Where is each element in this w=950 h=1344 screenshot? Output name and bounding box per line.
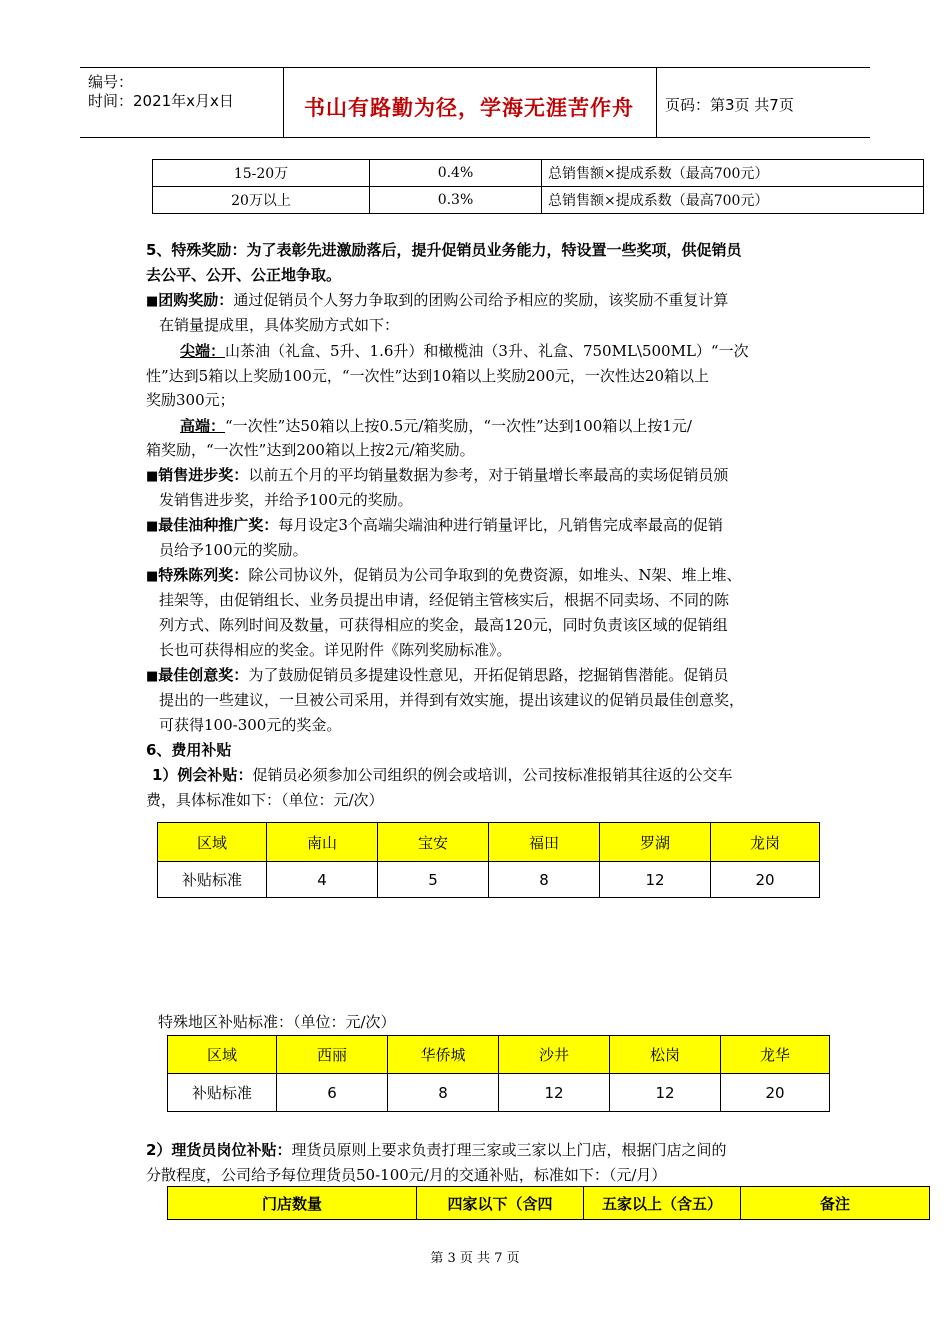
table-cell: 0.4%	[370, 160, 542, 187]
high-text: “一次性”达50箱以上按0.5元/箱奖励，“一次性”达到100箱以上按1元/	[225, 417, 692, 435]
creative-label: 最佳创意奖：	[158, 666, 249, 684]
oil-award	[146, 515, 723, 537]
table-cell: 福田	[489, 823, 600, 862]
table-cell: 总销售额×提成系数（最高700元）	[542, 187, 924, 214]
table-cell: 补贴标准	[168, 1074, 277, 1112]
bullet-icon: ■	[146, 569, 159, 584]
meeting-text-cont: 费，具体标准如下：（单位：元/次）	[146, 791, 384, 809]
display-award	[146, 565, 741, 587]
clerk-text: 理货员原则上要求负责打理三家或三家以上门店，根据门店之间的	[291, 1141, 727, 1159]
table-cell: 12	[610, 1074, 721, 1112]
table-cell: 5	[378, 862, 489, 898]
table-cell: 区域	[168, 1036, 277, 1074]
table-cell: 总销售额×提成系数（最高700元）	[542, 160, 924, 187]
bullet-icon: ■	[146, 669, 159, 684]
display-text-cont: 列方式、陈列时间及数量，可获得相应的奖金，最高120元，同时负责该区域的促销组	[159, 616, 728, 634]
page-header	[80, 67, 870, 138]
table-cell: 20	[711, 862, 820, 898]
table-cell: 20万以上	[153, 187, 370, 214]
oil-text: 每月设定3个高端尖端油种进行销量评比，凡销售完成率最高的促销	[278, 516, 723, 534]
table-row	[153, 187, 924, 214]
progress-award	[146, 465, 728, 487]
special-area-caption: 特殊地区补贴标准：（单位：元/次）	[158, 1013, 396, 1031]
table-header-row	[168, 1036, 830, 1074]
display-text: 除公司协议外，促销员为公司争取到的免费资源，如堆头、N架、堆上堆、	[248, 566, 742, 584]
table-cell: 区域	[158, 823, 267, 862]
bullet-icon: ■	[146, 519, 159, 534]
page-footer: 第 3 页 共 7 页	[430, 1251, 520, 1266]
table-cell: 西丽	[277, 1036, 388, 1074]
clerk-allowance-table	[167, 1186, 930, 1220]
table-cell: 12	[600, 862, 711, 898]
meeting-text: 促销员必须参加公司组织的例会或培训，公司按标准报销其往返的公交车	[252, 766, 733, 784]
progress-label: 销售进步奖：	[158, 466, 249, 484]
table-cell: 龙岗	[711, 823, 820, 862]
oil-label: 最佳油种推广奖：	[158, 516, 279, 534]
group-award-text-cont: 在销量提成里，具体奖励方式如下：	[159, 316, 400, 334]
creative-text-cont: 可获得100-300元的奖金。	[159, 716, 342, 734]
oil-text-cont: 员给予100元的奖励。	[159, 541, 308, 559]
tip-text: 山茶油（礼盒、5升、1.6升）和橄榄油（3升、礼盒、750ML\500ML）“一次	[225, 342, 749, 360]
meeting-allowance	[152, 765, 732, 785]
display-text-cont: 长也可获得相应的奖金。详见附件《陈列奖励标准》。	[159, 641, 512, 659]
table-cell: 0.3%	[370, 187, 542, 214]
table-cell: 6	[277, 1074, 388, 1112]
table-cell: 8	[489, 862, 600, 898]
special-area-table	[167, 1035, 830, 1112]
section5-title: 5、特殊奖励：为了表彰先进激励落后，提升促销员业务能力，特设置一些奖项，供促销员	[146, 241, 742, 259]
display-text-cont: 挂架等，由促销组长、业务员提出申请，经促销主管核实后，根据不同卖场、不同的陈	[159, 591, 730, 609]
table-cell: 8	[388, 1074, 499, 1112]
section6-title: 6、费用补贴	[146, 741, 232, 759]
table-row	[158, 862, 820, 898]
table-cell: 罗湖	[600, 823, 711, 862]
commission-table	[152, 159, 924, 214]
header-motto: 书山有路勤为径，学海无涯苦作舟	[304, 96, 634, 120]
group-award	[146, 290, 728, 312]
clerk-allowance	[146, 1140, 726, 1160]
group-award-label: 团购奖励：	[158, 291, 234, 309]
table-cell: 宝安	[378, 823, 489, 862]
group-award-text: 通过促销员个人努力争取到的团购公司给予相应的奖励，该奖励不重复计算	[233, 291, 729, 309]
tip-text-cont: 奖励300元；	[146, 391, 235, 409]
meeting-label: 1）例会补贴：	[152, 766, 253, 784]
progress-text-cont: 发销售进步奖，并给予100元的奖励。	[159, 491, 413, 509]
table-cell: 南山	[267, 823, 378, 862]
table-cell: 松岗	[610, 1036, 721, 1074]
clerk-text-cont: 分散程度，公司给予每位理货员50-100元/月的交通补贴，标准如下：（元/月）	[146, 1166, 667, 1184]
table-row	[153, 160, 924, 187]
header-divider	[283, 68, 284, 137]
bullet-icon: ■	[146, 469, 159, 484]
table-row	[168, 1074, 830, 1112]
table-cell: 四家以下（含四	[417, 1187, 584, 1220]
table-cell: 五家以上（含五）	[584, 1187, 741, 1220]
table-cell: 20	[721, 1074, 830, 1112]
doc-number: 编号：	[88, 73, 134, 91]
display-label: 特殊陈列奖：	[158, 566, 249, 584]
table-cell: 门店数量	[168, 1187, 417, 1220]
table-cell: 15-20万	[153, 160, 370, 187]
table-cell: 备注	[741, 1187, 930, 1220]
bullet-icon: ■	[146, 294, 159, 309]
high-label: 高端：	[180, 417, 226, 435]
table-cell: 12	[499, 1074, 610, 1112]
creative-text: 为了鼓励促销员多提建设性意见，开拓促销思路，挖掘销售潜能。促销员	[248, 666, 729, 684]
tip-text-cont: 性”达到5箱以上奖励100元，“一次性”达到10箱以上奖励200元，一次性达20箱以上	[146, 367, 709, 385]
table-cell: 龙华	[721, 1036, 830, 1074]
meeting-allowance-table	[157, 822, 820, 898]
creative-award	[146, 665, 728, 687]
table-cell: 华侨城	[388, 1036, 499, 1074]
clerk-label: 2）理货员岗位补贴：	[146, 1141, 292, 1159]
section5-title-cont: 去公平、公开、公正地争取。	[146, 266, 342, 284]
high-text-cont: 箱奖励，“一次性”达到200箱以上按2元/箱奖励。	[146, 441, 475, 459]
high-award	[180, 416, 692, 436]
tip-label: 尖端：	[180, 342, 226, 360]
progress-text: 以前五个月的平均销量数据为参考，对于销量增长率最高的卖场促销员颁	[248, 466, 729, 484]
table-cell: 补贴标准	[158, 862, 267, 898]
tip-award	[180, 341, 749, 361]
table-cell: 4	[267, 862, 378, 898]
table-cell: 沙井	[499, 1036, 610, 1074]
creative-text-cont: 提出的一些建议，一旦被公司采用，并得到有效实施，提出该建议的促销员最佳创意奖，	[159, 691, 745, 709]
doc-date: 时间：2021年x月x日	[88, 92, 234, 110]
header-divider	[656, 68, 657, 137]
header-page-number: 页码：第3页 共7页	[665, 96, 794, 114]
table-header-row	[158, 823, 820, 862]
table-header-row	[168, 1187, 930, 1220]
